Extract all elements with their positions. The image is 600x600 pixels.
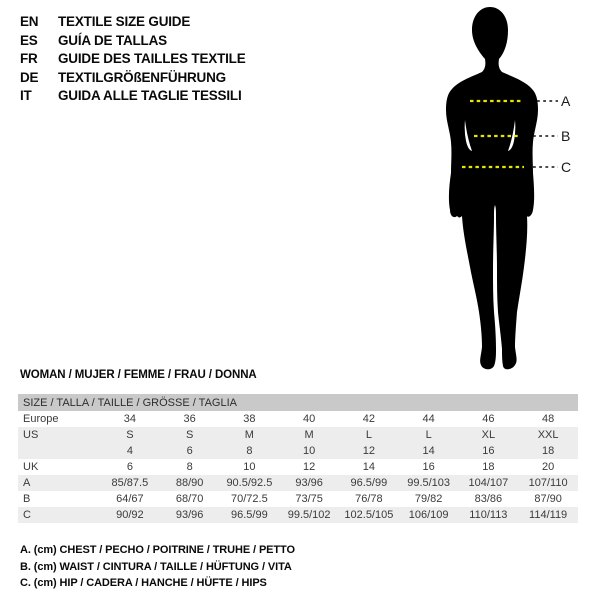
language-row bbox=[20, 69, 246, 88]
size-cell: 46 bbox=[482, 413, 495, 425]
size-cell: 42 bbox=[362, 413, 375, 425]
language-label: TEXTILGRÖßENFÜHRUNG bbox=[58, 69, 226, 85]
table-row bbox=[18, 459, 578, 475]
language-label: GUÍA DE TALLAS bbox=[58, 32, 167, 48]
size-cell: 73/75 bbox=[295, 493, 323, 505]
size-cell: 10 bbox=[303, 445, 316, 457]
size-cell: 16 bbox=[482, 445, 495, 457]
table-row bbox=[18, 475, 578, 491]
size-cell: 6 bbox=[186, 445, 193, 457]
table-row bbox=[18, 507, 578, 523]
size-cell: 93/96 bbox=[175, 509, 204, 521]
row-label: UK bbox=[23, 461, 39, 473]
size-cell: XXL bbox=[537, 429, 559, 441]
size-cell: 34 bbox=[123, 413, 136, 425]
size-cell: L bbox=[365, 429, 372, 441]
size-cell: 16 bbox=[422, 461, 435, 473]
size-cell: 12 bbox=[362, 445, 375, 457]
legend-line: C. (cm) HIP / CADERA / HANCHE / HÜFTE / HIPS bbox=[20, 577, 267, 590]
language-label: GUIDE DES TAILLES TEXTILE bbox=[58, 51, 246, 67]
size-cell: 4 bbox=[126, 445, 133, 457]
legend-line: B. (cm) WAIST / CINTURA / TAILLE / HÜFTUNG / VITA bbox=[20, 560, 292, 573]
language-label: TEXTILE SIZE GUIDE bbox=[58, 14, 191, 29]
size-cell: 99.5/102 bbox=[287, 509, 331, 521]
size-cell: 88/90 bbox=[175, 477, 204, 489]
size-cell: 48 bbox=[542, 413, 555, 425]
size-cell: 40 bbox=[303, 413, 316, 425]
size-cell: L bbox=[425, 429, 432, 441]
size-cell: 8 bbox=[186, 461, 193, 473]
language-row bbox=[20, 13, 246, 32]
legend-line: A. (cm) CHEST / PECHO / POITRINE / TRUHE / PETTO bbox=[20, 544, 295, 556]
size-cell: 20 bbox=[542, 461, 555, 473]
size-cell: 96.5/99 bbox=[350, 477, 388, 489]
language-row bbox=[20, 32, 246, 51]
size-cell: 44 bbox=[422, 413, 435, 425]
size-cell: 14 bbox=[422, 445, 435, 457]
size-cell: 18 bbox=[482, 461, 495, 473]
table-row bbox=[18, 491, 578, 507]
language-code: DE bbox=[20, 69, 39, 85]
size-cell: 79/82 bbox=[414, 493, 443, 505]
size-table bbox=[18, 394, 578, 523]
language-code: IT bbox=[20, 88, 32, 104]
size-cell: 106/109 bbox=[408, 509, 449, 521]
marker-label-a: A bbox=[561, 93, 571, 109]
language-list bbox=[20, 13, 246, 106]
size-cell: 12 bbox=[303, 461, 316, 473]
size-cell: 90/92 bbox=[116, 509, 144, 521]
language-label: GUIDA ALLE TAGLIE TESSILI bbox=[58, 88, 242, 104]
size-cell: XL bbox=[481, 429, 496, 441]
marker-label-b: B bbox=[561, 128, 571, 144]
row-label: B bbox=[23, 493, 31, 505]
size-cell: 70/72.5 bbox=[231, 493, 268, 505]
size-cell: 87/90 bbox=[534, 493, 562, 505]
row-label: A bbox=[23, 477, 31, 489]
measurement-legend bbox=[20, 542, 295, 592]
row-label: Europe bbox=[23, 413, 59, 425]
size-cell: 96.5/99 bbox=[231, 509, 268, 521]
size-cell: 107/110 bbox=[528, 477, 568, 489]
size-cell: 64/67 bbox=[116, 493, 144, 505]
size-cell: 18 bbox=[542, 445, 555, 457]
language-row bbox=[20, 87, 246, 106]
woman-silhouette bbox=[446, 7, 538, 369]
size-cell: M bbox=[244, 429, 254, 441]
row-label bbox=[18, 443, 100, 459]
size-cell: 93/96 bbox=[295, 477, 323, 489]
size-cell: 6 bbox=[126, 461, 133, 473]
size-cell: 76/78 bbox=[355, 493, 383, 505]
size-cell: 90.5/92.5 bbox=[226, 477, 273, 489]
size-cell: 85/87.5 bbox=[111, 477, 149, 489]
size-table-wrap bbox=[18, 394, 578, 523]
size-cell: 104/107 bbox=[468, 477, 509, 489]
table-row bbox=[18, 443, 578, 459]
size-cell: 14 bbox=[362, 461, 375, 473]
woman-figure bbox=[438, 5, 580, 371]
language-code: FR bbox=[20, 51, 38, 67]
marker-label-c: C bbox=[561, 159, 572, 175]
size-cell: 36 bbox=[183, 413, 196, 425]
size-cell: S bbox=[185, 429, 194, 441]
size-cell: 110/113 bbox=[469, 509, 508, 521]
row-label: C bbox=[23, 509, 31, 521]
language-code: ES bbox=[20, 32, 38, 48]
row-label: US bbox=[23, 429, 39, 441]
size-cell: 8 bbox=[246, 445, 253, 457]
language-code: EN bbox=[20, 14, 39, 29]
size-cell: S bbox=[126, 429, 134, 441]
size-table-header: SIZE / TALLA / TAILLE / GRÖSSE / TAGLIA bbox=[18, 394, 578, 411]
table-row bbox=[18, 411, 578, 427]
language-row bbox=[20, 50, 246, 69]
size-cell: 102.5/105 bbox=[344, 509, 394, 521]
size-cell: 114/119 bbox=[529, 509, 568, 521]
table-row bbox=[18, 427, 578, 443]
size-cell: 83/86 bbox=[474, 493, 503, 505]
size-cell: 38 bbox=[243, 413, 256, 425]
group-title: WOMAN / MUJER / FEMME / FRAU / DONNA bbox=[20, 369, 257, 381]
size-cell: 68/70 bbox=[175, 493, 204, 505]
size-cell: 10 bbox=[243, 461, 256, 473]
size-cell: M bbox=[304, 429, 314, 441]
size-cell: 99.5/103 bbox=[407, 477, 451, 489]
